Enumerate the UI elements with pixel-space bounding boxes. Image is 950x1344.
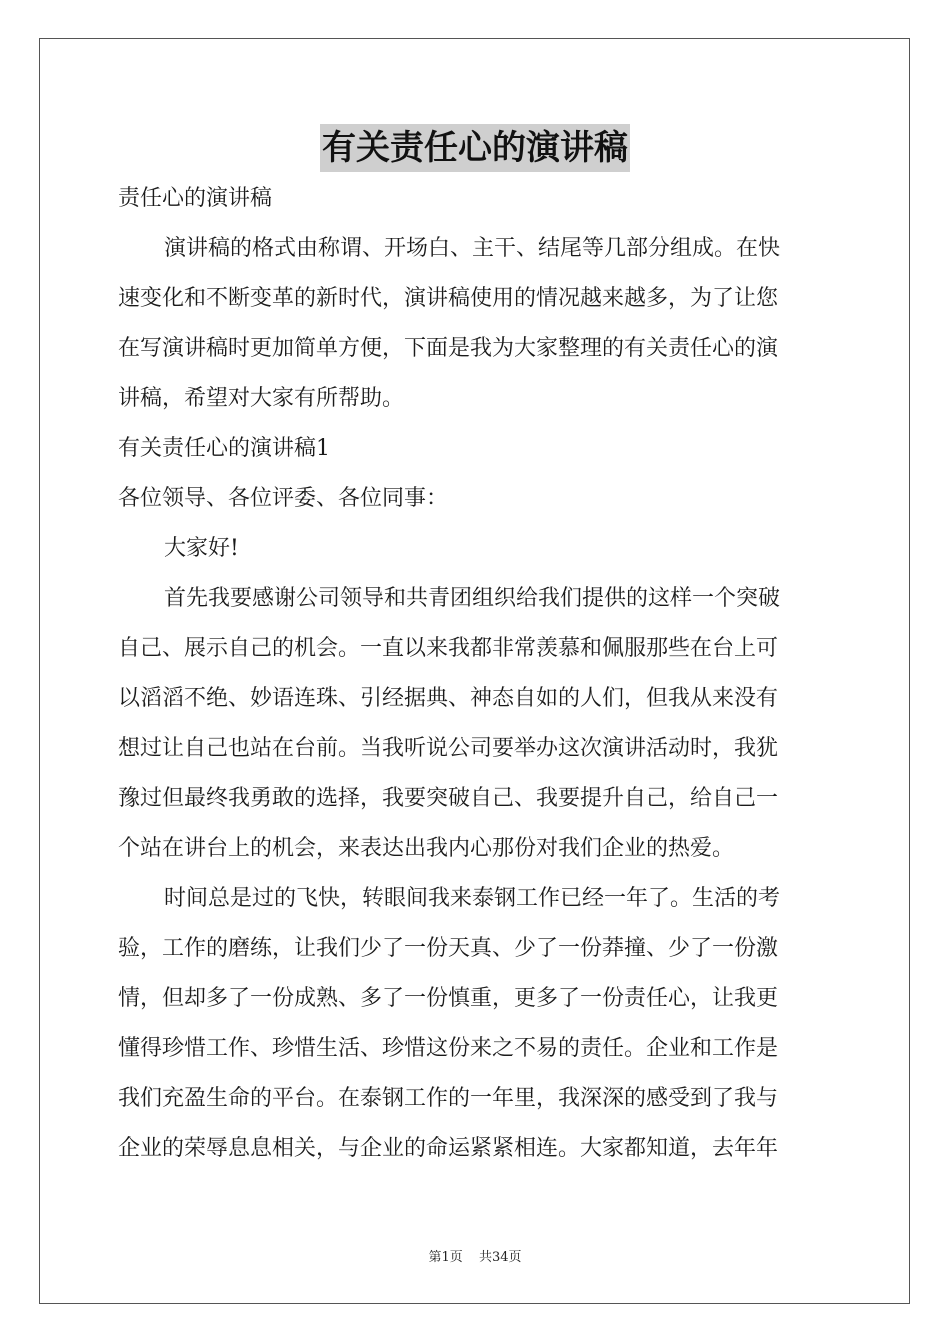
text-line: 情，但却多了一份成熟、多了一份慎重，更多了一份责任心，让我更 — [118, 986, 779, 1011]
title-container — [0, 124, 950, 172]
section-heading: 有关责任心的演讲稿1 — [118, 436, 330, 461]
document-title: 有关责任心的演讲稿 — [320, 124, 630, 172]
text-line: 想过让自己也站在台前。当我听说公司要举办这次演讲活动时，我犹 — [118, 736, 779, 761]
text-line: 时间总是过的飞快，转眼间我来泰钢工作已经一年了。生活的考 — [164, 886, 781, 911]
salutation: 各位领导、各位评委、各位同事： — [118, 486, 449, 511]
text-line: 以滔滔不绝、妙语连珠、引经据典、神态自如的人们，但我从来没有 — [118, 686, 779, 711]
text-line: 豫过但最终我勇敢的选择，我要突破自己、我要提升自己，给自己一 — [118, 786, 779, 811]
text-line: 演讲稿的格式由称谓、开场白、主干、结尾等几部分组成。在快 — [164, 236, 781, 261]
page-total: 共34页 — [478, 1250, 522, 1265]
text-line: 自己、展示自己的机会。一直以来我都非常羡慕和佩服那些在台上可 — [118, 636, 779, 661]
greeting: 大家好! — [164, 536, 239, 561]
text-line: 个站在讲台上的机会，来表达出我内心那份对我们企业的热爱。 — [118, 836, 735, 861]
text-line: 责任心的演讲稿 — [118, 186, 273, 211]
text-line: 验，工作的磨练，让我们少了一份天真、少了一份莽撞、少了一份激 — [118, 936, 779, 961]
page-number: 第1页 — [428, 1250, 463, 1265]
text-line: 在写演讲稿时更加简单方便，下面是我为大家整理的有关责任心的演 — [118, 336, 779, 361]
text-line: 首先我要感谢公司领导和共青团组织给我们提供的这样一个突破 — [164, 586, 781, 611]
text-line: 懂得珍惜工作、珍惜生活、珍惜这份来之不易的责任。企业和工作是 — [118, 1036, 779, 1061]
text-line: 企业的荣辱息息相关，与企业的命运紧紧相连。大家都知道，去年年 — [118, 1136, 779, 1161]
text-line: 我们充盈生命的平台。在泰钢工作的一年里，我深深的感受到了我与 — [118, 1086, 779, 1111]
document-body — [118, 174, 834, 1174]
text-line: 速变化和不断变革的新时代，演讲稿使用的情况越来越多，为了让您 — [118, 286, 779, 311]
text-line: 讲稿，希望对大家有所帮助。 — [118, 386, 405, 411]
page-footer — [0, 1246, 950, 1265]
